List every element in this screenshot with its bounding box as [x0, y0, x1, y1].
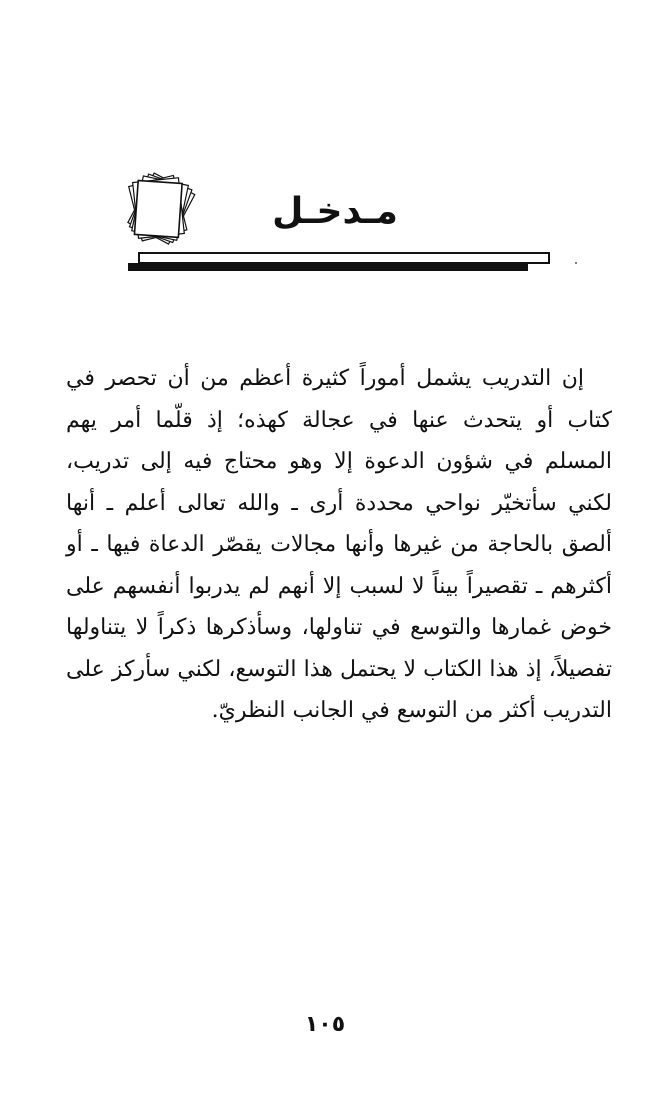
chapter-title: مـدخـل: [272, 191, 398, 232]
body-paragraph: إن التدريب يشمل أموراً كثيرة أعظم من أن تحصر في كتاب أو يتحدث عنها في عجالة كهذه؛ إذ قلّما أمر يهم المسلم في شؤون الدعوة إلا وهو محتاج فيه إلى تدريب، لكني سأتخيّر نواحي محددة أرى ـ والله تعالى أعلم ـ أنها ألصق بالحاجة من غيرها وأنها مجالات يقصّر الدعاة فيها ـ أو أكثرهم ـ تقصيراً بيناً لا لسبب إلا أنهم لم يدربوا أنفسهم على خوض غمارها والتوسع في تناولها، وسأذكرها ذكراً لا يتناولها تفصيلاً، إذ هذا الكتاب لا يحتمل هذا التوسع، لكني سأركز على التدريب أكثر من التوسع في الجانب النظريّ.: [66, 366, 612, 723]
stacked-papers-icon: [118, 172, 200, 254]
page-number: ١٠٥: [304, 1012, 346, 1037]
body-text: [66, 358, 612, 732]
rule-thick-line: [128, 263, 528, 271]
print-speck: [575, 262, 577, 264]
title-underline-rule: [128, 252, 548, 274]
